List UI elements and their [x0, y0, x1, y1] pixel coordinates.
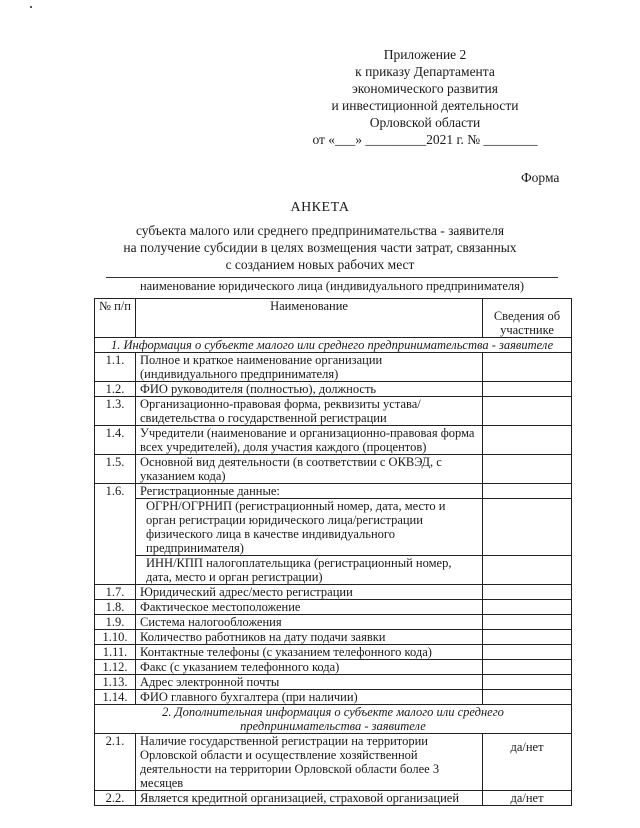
table-subrow: [95, 499, 572, 556]
row-value[interactable]: [483, 484, 572, 499]
row-value[interactable]: [483, 675, 572, 690]
table-row: [95, 660, 572, 675]
row-name: Фактическое местоположение: [136, 600, 483, 615]
row-num: 1.14.: [95, 690, 136, 705]
appendix-line-5: Орловской области: [369, 115, 481, 130]
row-subname: ОГРН/ОГРНИП (регистрационный номер, дата, место и орган регистрации юридического лица/регистрации физического лица в качестве индивидуального предпринимателя): [136, 499, 483, 556]
table-row: [95, 630, 572, 645]
row-value[interactable]: [483, 645, 572, 660]
row-name: Основной вид деятельности (в соответствии с ОКВЭД, с указанием кода): [136, 455, 483, 484]
row-num: 1.4.: [95, 426, 136, 455]
row-value[interactable]: [483, 397, 572, 426]
row-value[interactable]: [483, 455, 572, 484]
section-1-title: 1. Информация о субъекте малого или среднего предпринимательства - заявителе: [95, 338, 572, 353]
row-num: 1.8.: [95, 600, 136, 615]
row-name: Регистрационные данные:: [136, 484, 483, 499]
row-num: 2.2.: [95, 791, 136, 806]
table-header-row: [95, 299, 572, 338]
row-name: Количество работников на дату подачи заявки: [136, 630, 483, 645]
row-num: 1.12.: [95, 660, 136, 675]
row-name: Учредители (наименование и организационно-правовая форма всех учредителей), доля участия каждого (процентов): [136, 426, 483, 455]
row-num: 1.11.: [95, 645, 136, 660]
name-fill-line: [106, 277, 558, 278]
form-label: Форма: [521, 170, 560, 185]
questionnaire-table: [94, 298, 572, 806]
table-subrow: [95, 556, 572, 585]
row-num: 1.5.: [95, 455, 136, 484]
header-name: Наименование: [136, 299, 483, 338]
row-value[interactable]: [483, 585, 572, 600]
document-subtitle: [100, 222, 540, 273]
subtitle-line-2: на получение субсидии в целях возмещения части затрат, связанных: [123, 240, 517, 255]
row-num: 1.1.: [95, 353, 136, 382]
row-value[interactable]: [483, 426, 572, 455]
row-value[interactable]: да/нет: [483, 734, 572, 791]
row-num: 1.10.: [95, 630, 136, 645]
row-value[interactable]: [483, 382, 572, 397]
row-num: 1.3.: [95, 397, 136, 426]
document-title: АНКЕТА: [290, 200, 350, 215]
row-name: Организационно-правовая форма, реквизиты устава/свидетельства о государственной регистрации: [136, 397, 483, 426]
row-name: Система налогообложения: [136, 615, 483, 630]
section-2-row: [95, 705, 572, 734]
subtitle-line-3: с созданием новых рабочих мест: [225, 257, 415, 272]
row-name: ФИО руководителя (полностью), должность: [136, 382, 483, 397]
row-name: Контактные телефоны (с указанием телефонного кода): [136, 645, 483, 660]
row-value[interactable]: [483, 615, 572, 630]
row-value[interactable]: [483, 353, 572, 382]
header-num: № п/п: [95, 299, 136, 338]
section-1-row: [95, 338, 572, 353]
table-row: [95, 734, 572, 791]
row-value[interactable]: да/нет: [483, 791, 572, 806]
table-row: [95, 455, 572, 484]
row-name: Полное и краткое наименование организации (индивидуального предпринимателя): [136, 353, 483, 382]
table-row: [95, 484, 572, 499]
row-num: 1.7.: [95, 585, 136, 600]
row-value[interactable]: [483, 600, 572, 615]
appendix-line-3: экономического развития: [352, 81, 498, 96]
table-row: [95, 690, 572, 705]
appendix-line-1: Приложение 2: [383, 47, 467, 62]
section-2-line-1: 2. Дополнительная информация о субъекте малого или среднего: [162, 705, 504, 719]
row-name: Адрес электронной почты: [136, 675, 483, 690]
name-caption: наименование юридического лица (индивидуального предпринимателя): [139, 279, 525, 293]
row-num: 2.1.: [95, 734, 136, 791]
row-name: Факс (с указанием телефонного кода): [136, 660, 483, 675]
table-row: [95, 791, 572, 806]
row-num: 1.13.: [95, 675, 136, 690]
table-row: [95, 600, 572, 615]
table-row: [95, 675, 572, 690]
table-row: [95, 615, 572, 630]
table-row: [95, 585, 572, 600]
table-row: [95, 353, 572, 382]
row-value[interactable]: [483, 630, 572, 645]
scan-dot: [30, 6, 32, 8]
row-value[interactable]: [483, 556, 572, 585]
header-info: Сведения об участнике: [483, 299, 572, 338]
row-num: 1.2.: [95, 382, 136, 397]
table-row: [95, 645, 572, 660]
table-row: [95, 382, 572, 397]
appendix-line-6: от «___» _________2021 г. № ________: [312, 132, 538, 147]
section-2-line-2: предпринимательства - заявителе: [240, 719, 426, 733]
subtitle-line-1: субъекта малого или среднего предпринимательства - заявителя: [135, 223, 505, 238]
section-2-title: [95, 705, 572, 734]
row-value[interactable]: [483, 660, 572, 675]
row-name: Является кредитной организацией, страховой организацией: [136, 791, 483, 806]
appendix-header: [300, 46, 550, 148]
row-value[interactable]: [483, 499, 572, 556]
row-num: 1.9.: [95, 615, 136, 630]
row-value[interactable]: [483, 690, 572, 705]
table-row: [95, 397, 572, 426]
row-name: Наличие государственной регистрации на территории Орловской области и осуществление хозяйственной деятельности на территории Орловской области более 3 месяцев: [136, 734, 483, 791]
row-num: 1.6.: [95, 484, 136, 585]
appendix-line-2: к приказу Департамента: [355, 64, 495, 79]
row-name: Юридический адрес/место регистрации: [136, 585, 483, 600]
row-subname: ИНН/КПП налогоплательщика (регистрационный номер, дата, место и орган регистрации): [136, 556, 483, 585]
appendix-line-4: и инвестиционной деятельности: [331, 98, 519, 113]
table-row: [95, 426, 572, 455]
row-name: ФИО главного бухгалтера (при наличии): [136, 690, 483, 705]
